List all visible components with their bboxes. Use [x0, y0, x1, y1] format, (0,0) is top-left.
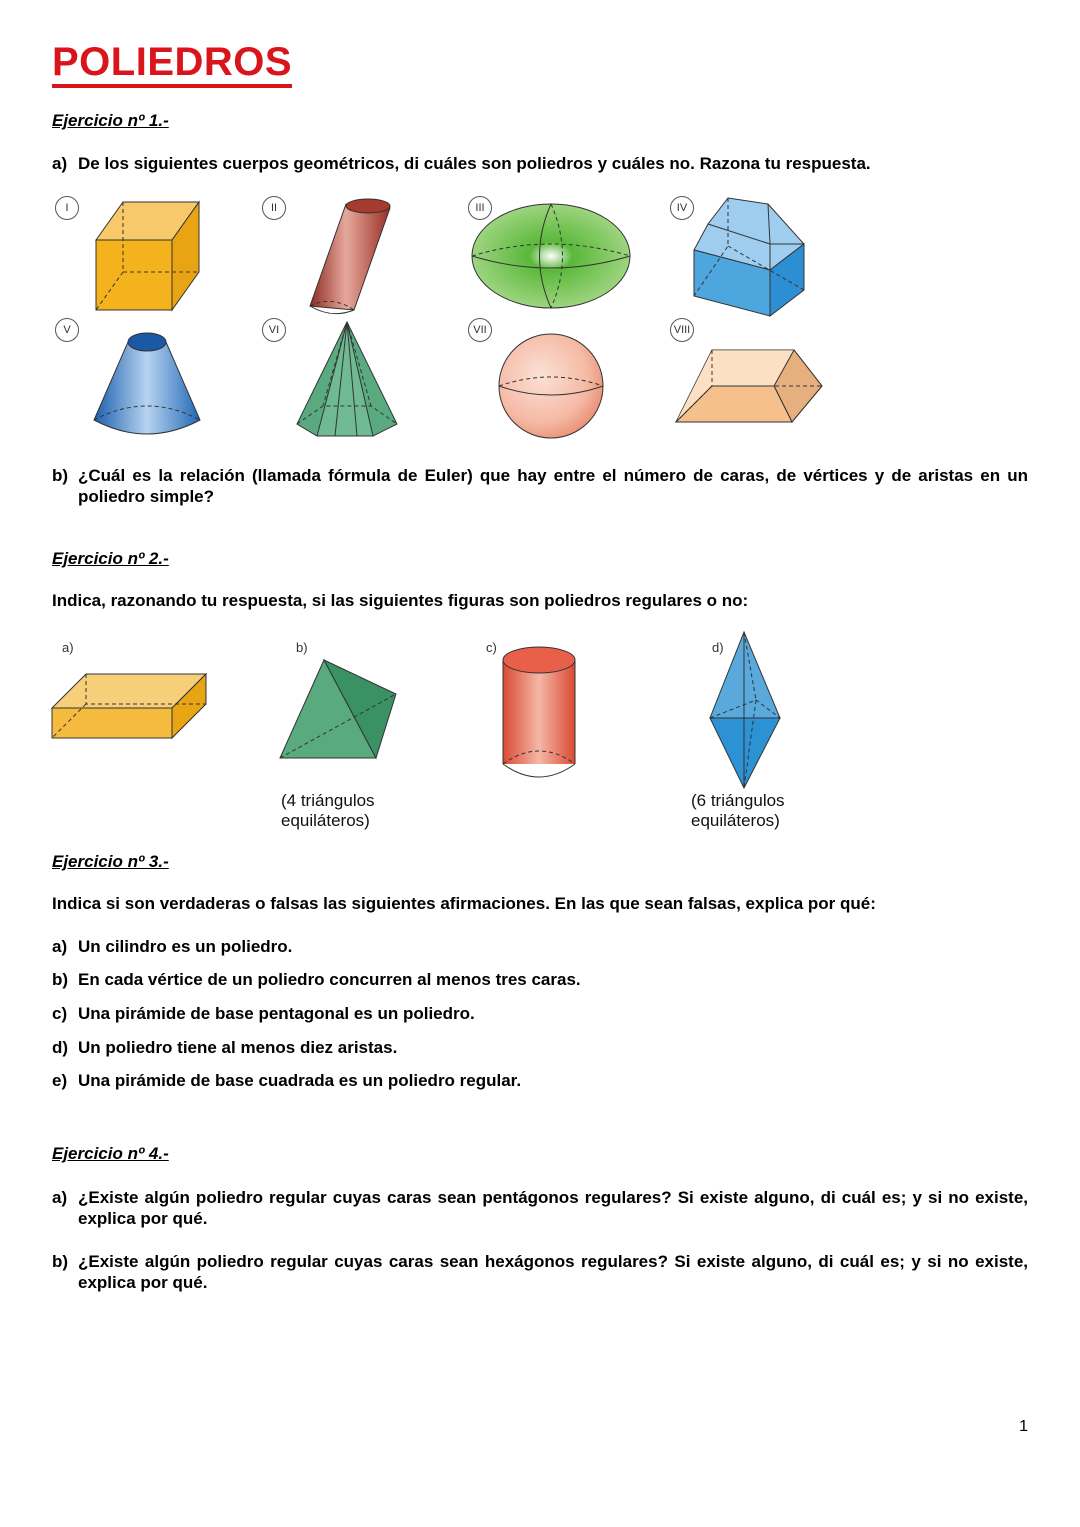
- figure-marker-8: VIII: [670, 318, 694, 342]
- ex3-item-e-label: e): [52, 1071, 68, 1090]
- ex2-figure-c-label: c): [486, 640, 497, 655]
- ex3-item-a: [52, 936, 292, 957]
- figure-marker-5: V: [55, 318, 79, 342]
- ex1-a-text: De los siguientes cuerpos geométricos, di cuáles son poliedros y cuáles no. Razona tu respuesta.: [78, 154, 871, 173]
- ex3-item-c-text: Una pirámide de base pentagonal es un poliedro.: [78, 1004, 475, 1023]
- figure-marker-4: IV: [670, 196, 694, 220]
- ex2-note-d-line1: (6 triángulos: [691, 791, 785, 810]
- ex3-item-d-label: d): [52, 1038, 69, 1057]
- ex1-heading: Ejercicio nº 1.-: [52, 111, 169, 130]
- figure-cube: [95, 200, 201, 312]
- ex4-b-label: b): [52, 1252, 69, 1271]
- figure-house-prism: [690, 196, 810, 318]
- figure-marker-6: VI: [262, 318, 286, 342]
- ex1-a-label: a): [52, 154, 68, 173]
- ex3-item-e: [52, 1070, 521, 1091]
- figure-oblique-cylinder: [305, 195, 395, 317]
- page-number: 1: [1019, 1418, 1028, 1435]
- figure-cone-frustum: [92, 330, 202, 442]
- ex4-question-a: [52, 1187, 1028, 1229]
- ex4-heading: Ejercicio nº 4.-: [52, 1144, 169, 1163]
- ex2-figure-d-label: d): [712, 640, 724, 655]
- ex2-note-b-line1: (4 triángulos: [281, 791, 375, 810]
- ex3-item-c: [52, 1003, 475, 1024]
- ex3-item-b-text: En cada vértice de un poliedro concurren al menos tres caras.: [78, 970, 581, 989]
- figure-marker-1: I: [55, 196, 79, 220]
- ex3-item-b: [52, 969, 581, 990]
- ex2-heading: Ejercicio nº 2.-: [52, 549, 169, 568]
- ex3-item-a-label: a): [52, 937, 68, 956]
- ex3-heading: Ejercicio nº 3.-: [52, 852, 169, 871]
- ex1-b-text: ¿Cuál es la relación (llamada fórmula de Euler) que hay entre el número de caras, de vértices y de aristas en un poliedro simple?: [78, 466, 1028, 506]
- figure-triangular-bipyramid: [706, 630, 784, 790]
- ex1-question-b: [52, 465, 1028, 507]
- ex2-figure-b-label: b): [296, 640, 308, 655]
- ex3-item-e-text: Una pirámide de base cuadrada es un poliedro regular.: [78, 1071, 522, 1090]
- ex2-intro: Indica, razonando tu respuesta, si las siguientes figuras son poliedros regulares o no:: [52, 591, 749, 610]
- figure-marker-3: III: [468, 196, 492, 220]
- ex3-item-a-text: Un cilindro es un poliedro.: [78, 937, 293, 956]
- ex1-question-a: [52, 153, 1028, 174]
- ex4-a-label: a): [52, 1188, 68, 1207]
- ex2-note-b-line2: equiláteros): [281, 811, 370, 830]
- ex1-b-label: b): [52, 466, 69, 485]
- ex3-item-b-label: b): [52, 970, 69, 989]
- ex4-question-b: [52, 1251, 1028, 1293]
- figure-ellipsoid: [470, 202, 632, 310]
- ex2-note-d-line2: equiláteros): [691, 811, 780, 830]
- ex3-item-d: [52, 1037, 397, 1058]
- figure-marker-2: II: [262, 196, 286, 220]
- figure-marker-7: VII: [468, 318, 492, 342]
- figure-hexagonal-pyramid: [295, 320, 400, 445]
- ex4-b-text: ¿Existe algún poliedro regular cuyas caras sean hexágonos regulares? Si existe alguno, di cuál es; y si no existe, explica por qué.: [78, 1252, 1028, 1292]
- figure-sphere: [497, 332, 605, 440]
- ex3-item-d-text: Un poliedro tiene al menos diez aristas.: [78, 1038, 398, 1057]
- figure-trapezoidal-prism: [674, 348, 826, 426]
- ex2-figure-a-label: a): [62, 640, 74, 655]
- figure-tetrahedron: [278, 658, 398, 760]
- ex3-intro: Indica si son verdaderas o falsas las siguientes afirmaciones. En las que sean falsas, explica por qué:: [52, 894, 876, 913]
- ex4-a-text: ¿Existe algún poliedro regular cuyas caras sean pentágonos regulares? Si existe alguno, di cuál es; y si no existe, explica por qué.: [78, 1188, 1028, 1228]
- figure-rectangular-prism: [50, 672, 208, 740]
- ex3-item-c-label: c): [52, 1004, 68, 1023]
- page-title: POLIEDROS: [52, 40, 292, 88]
- figure-cylinder: [500, 644, 580, 778]
